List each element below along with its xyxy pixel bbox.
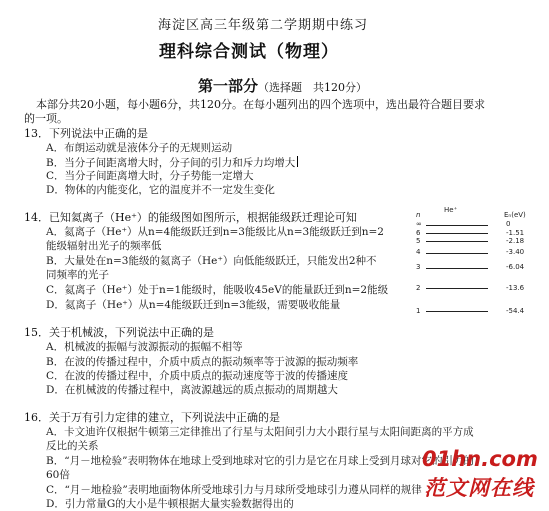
question-16-option-a-line-2: 反比的关系: [46, 440, 99, 452]
question-14-option-d: D．氦离子（He⁺）从n=4能级跃迁到n=3能级，需要吸收能量: [46, 299, 341, 311]
level-line-1: [426, 311, 488, 312]
question-16-stem: 16．关于万有引力定律的建立，下列说法中正确的是: [24, 411, 280, 424]
question-15-option-c: C．在波的传播过程中，介质中质点的振动速度等于波的传播速度: [46, 370, 349, 382]
question-14-stem: 14．已知氦离子（He⁺）的能级图如图所示，根据能级跃迁理论可知: [24, 211, 357, 224]
level-line-2: [426, 288, 488, 289]
level-e-6: -1.51: [506, 229, 525, 237]
level-line-3: [426, 268, 488, 269]
question-13-option-a: A．布朗运动就是液体分子的无规则运动: [46, 142, 233, 154]
question-14-option-b-line-2: 同频率的光子: [46, 269, 109, 281]
exam-subject-title: 理科综合测试（物理）: [159, 42, 339, 62]
question-16-option-b-line-2: 60倍: [46, 469, 70, 481]
question-16-option-b-line-1: B．“月－地检验”表明物体在地球上受到地球对它的引力是它在月球上受到月球对它的引力的: [46, 455, 474, 467]
level-line-5: [426, 241, 488, 242]
question-15-option-a: A．机械波的振幅与波源振动的振幅不相等: [46, 341, 243, 353]
level-e-3: -6.04: [506, 263, 525, 271]
level-e-4: -3.40: [506, 248, 525, 256]
part-note: （选择题 共120分）: [258, 81, 368, 94]
question-15-stem: 15．关于机械波，下列说法中正确的是: [24, 326, 214, 339]
diagram-n-header: n: [416, 211, 421, 219]
question-14-option-a-line-1: A．氦离子（He⁺）从n=4能级跃迁到n=3能级比从n=3能级跃迁到n=2: [46, 226, 384, 238]
level-line-inf: [426, 225, 488, 226]
question-16-option-a-line-1: A．卡文迪许仅根据牛顿第三定律推出了行星与太阳间引力大小跟行星与太阳间距离的平方成: [46, 426, 474, 438]
level-n-5: 5: [416, 237, 421, 245]
level-n-3: 3: [416, 263, 421, 271]
level-n-6: 6: [416, 229, 421, 237]
question-14-option-b-line-1: B．大量处在n=3能级的氦离子（He⁺）向低能级跃迁，只能发出2种不: [46, 255, 377, 267]
level-n-inf: ∞: [416, 220, 422, 228]
question-13-option-d: D．物体的内能变化，它的温度并不一定发生变化: [46, 184, 275, 196]
question-15-option-b: B．在波的传播过程中，介质中质点的振动频率等于波源的振动频率: [46, 356, 359, 368]
question-14-option-c: C．氦离子（He⁺）处于n=1能级时，能吸收45eV的能量跃迁到n=2能级: [46, 284, 389, 296]
watermark-site: 01hn.com: [422, 447, 538, 471]
intro-line-1: 本部分共20小题，每小题6分，共120分。在每小题列出的四个选项中，选出最符合题目要求: [36, 98, 485, 111]
exam-region-title: 海淀区高三年级第二学期期中练习: [158, 18, 369, 33]
question-13-option-b: B．当分子间距离增大时，分子间的引力和斥力均增大: [46, 156, 298, 170]
question-13-option-c: C．当分子间距离增大时，分子势能一定增大: [46, 170, 254, 182]
level-e-1: -54.4: [506, 307, 525, 315]
level-line-6: [426, 233, 488, 234]
level-e-2: -13.6: [506, 284, 525, 292]
question-13-stem: 13．下列说法中正确的是: [24, 127, 148, 140]
level-line-4: [426, 253, 488, 254]
question-16-option-c: C．“月－地检验”表明地面物体所受地球引力与月球所受地球引力遵从同样的规律: [46, 484, 422, 496]
level-n-1: 1: [416, 307, 421, 315]
energy-level-diagram: [416, 206, 538, 322]
question-16-option-d: D．引力常量G的大小是牛顿根据大量实验数据得出的: [46, 498, 294, 510]
level-e-inf: 0: [506, 220, 511, 228]
level-n-4: 4: [416, 248, 421, 256]
part-title: 第一部分（选择题 共120分）: [198, 77, 368, 95]
intro-line-2: 的一项。: [24, 112, 68, 125]
diagram-title: He⁺: [444, 206, 458, 214]
level-n-2: 2: [416, 284, 421, 292]
watermark-name: 范文网在线: [424, 476, 534, 500]
question-15-option-d: D．在机械波的传播过程中，离波源越远的质点振动的周期越大: [46, 384, 338, 396]
diagram-energy-header: Eₙ(eV): [504, 211, 526, 219]
level-e-5: -2.18: [506, 237, 525, 245]
text-cursor: [297, 156, 298, 167]
question-14-option-a-line-2: 能级辐射出光子的频率低: [46, 240, 162, 252]
